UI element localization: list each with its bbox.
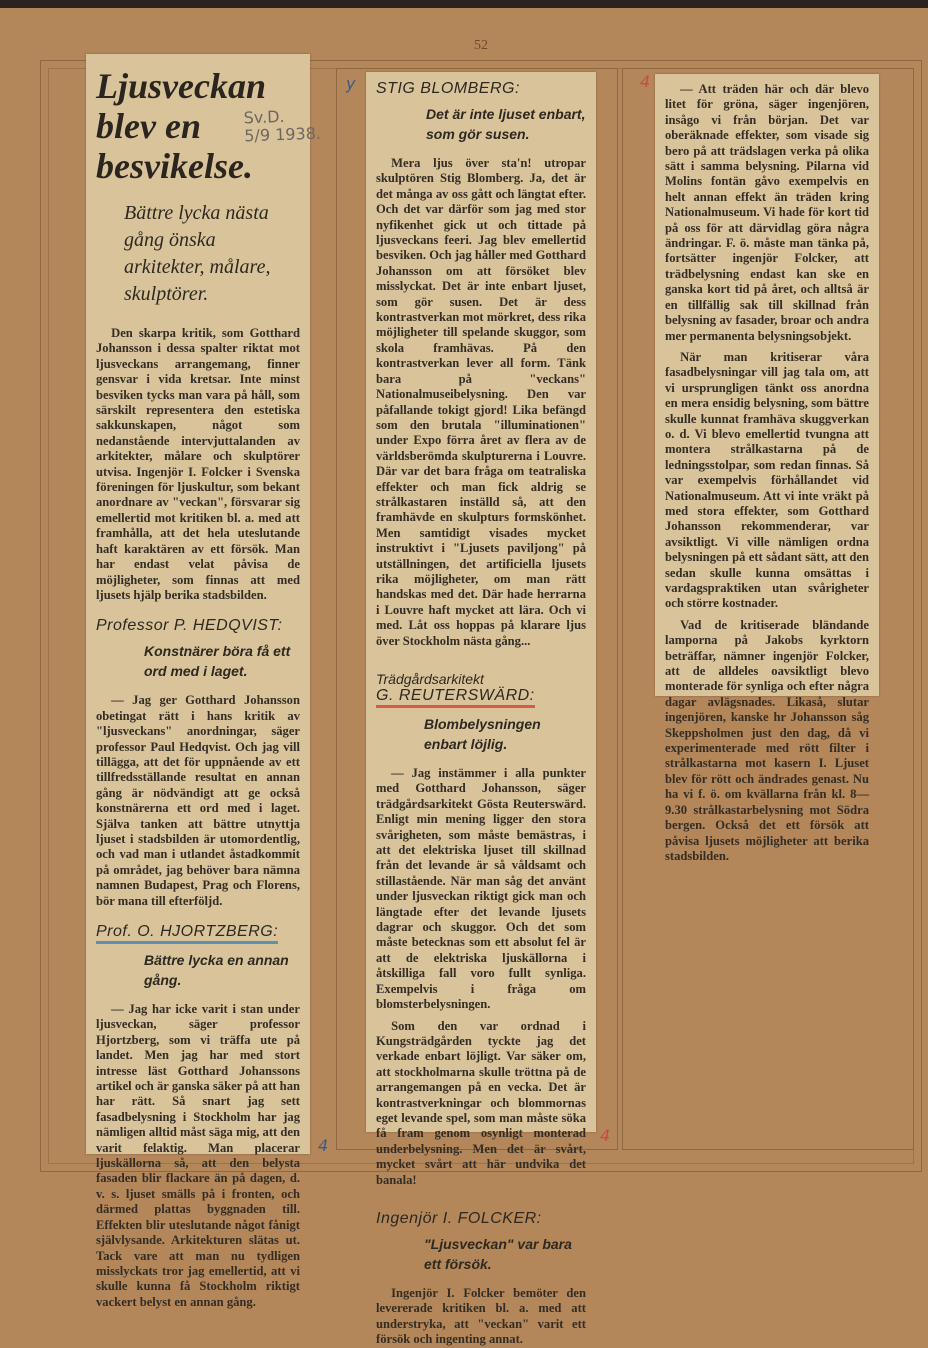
headline-line: blev en [96,106,201,146]
section-body: Mera ljus över sta'n! utropar skulptören Stig Blomberg. Ja, det är det många av oss gått och längtat efter. Och det var därför som jag med stor nyfikenhet gick ut och tittade på ljusveckans feeri. Jag blev emellertid besviken. Och jag håller med Gotthard Johansson om att försöket blev misslyckat. Det är inte enbart ljuset, som gör susen. Det är dess kontrastverkan mot mörkret, dess rika möjligheter till spelande skuggor, som skola framhävas. På den kontrastverkan lever all form. Tänk bara på "veckans" Nationalmuseibelysning. Den var påfallande tokigt gjord! Lika befängd som den brutala "illuminationen" under Expo förra året av flera av de världsberömda skulpturerna i Louvre. Där var det bara fråga om teatraliska effekter och man fick aldrig se strålkastaren inställd så, att den framhävde en skulpturs formskönhet. Men samtidigt visades mycket instruktivt i "Ljusets paviljong" på utställningen, det artificiella ljusets rika möjligheter, om man rätt handskas med det. Där hade herrarna i Louvre haft mycket att lära. Och vi med. Låt oss hoppas på klarare ljus över Stockholm nästa gång... [376,156,586,648]
section-body: — Jag instämmer i alla punkter med Gotthard Johansson, säger trädgårdsarkitekt Gösta Reuterswärd. Enligt min mening ligger den stora svårigheten, som måste bemästras, i att det elektriska ljuset till skillnad från det levande är så våldsamt och stillastående. När man såg det använt under ljusveckan riktigt gick man och längtade efter det levande ljusets dagrar och skuggor. Och det som måste betecknas som ett absolut fel är att de elektriska ljuskällorna i åtskilliga fall voro fullt synliga. Exempelvis i fråga om blomsterbelysningen. [376,766,586,1012]
section-dek: "Ljusveckan" var bara ett försök. [424,1235,572,1272]
clipping-right [655,74,879,863]
section-name: Professor P. HEDQVIST: [96,617,283,635]
red-pencil-mark: 4 [600,1126,611,1145]
section-body: — Jag har icke varit i stan under ljusveckan, säger professor Hjortzberg, som vi träffa ute på landet. Men jag har med stort intresse läst Gotthard Johanssons artikel och är ganska säker på att han har rätt. Så snart jag sett fasadbelysning i Stockholm har jag nämligen alltid måst säga mig, att den varit felaktig. Man placerar ljuskällorna så, att den belysta fasaden blir flackare än på dagen, d. v. s. ljuset smälls på i fronten, och därmed plattas byggnaden till. Effekten blir uteslutande något fånigt självlysande. Arkitekturen slätas ut. Tack vare att man nu tydligen misslyckats tror jag emellertid, att vi skulle kunna få Stockholm riktigt vackert belyst en annan gång. [96,1002,300,1309]
blue-pencil-mark: 4 [318,1136,329,1155]
section-name: STIG BLOMBERG: [376,80,520,97]
red-pencil-mark: 4 [640,72,651,91]
clipping-middle [366,72,596,1347]
section-body: När man kritiserar våra fasadbelysningar vill jag tala om, att vi ursprungligen tänkt oss anordna en mera ensidig belysning, som bättre skulle kunnat framhäva skuggverkan o. d. Vi blevo emellertid tvungna att montera strålkastarna på de ledningsstolpar, som redan finnas. Så var exempelvis förhållandet vid Nationalmuseum. Att vi inte vräkt på med stora effekter, som Gotthard Johansson rekommenderar, var avsiktligt. Vi ville nämligen ordna belysningen på ett sådant sätt, att den sedan skulle kunna omsättas i vardagspraktiken utan svårigheter och större kostnader. [665,349,869,611]
page-number: 52 [474,38,488,53]
annotation-date: 5/9 1938. [243,123,322,146]
clipping-left [86,54,310,1309]
section-dek: Det är inte ljuset enbart, som gör susen. [426,106,586,142]
headline-line: besvikelse. [96,146,253,186]
section-dek: Konstnärer böra få ett ord med i laget. [144,643,291,680]
intro-paragraph: Den skarpa kritik, som Gotthard Johansson i dessa spalter riktat mot ljusveckans arrangemang, finner gensvar i vida kretsar. Inte minst besviken tycks man vara på håll, som särskilt representera den estetiska sakkunskapen, något som nedanstående intervjuttalanden av arkitekter, målare och skulptörer utvisa. Ingenjör I. Folcker i Svenska föreningen för ljuskultur, som bekant anordnare av "veckan", försvarar sig emellertid mot kritiken bl. a. med att framhålla, att det hela uteslutande haft karaktären av ett försök. Man har endast velat påvisa de möjligheter, som finnas att med ljusets hjälp berika stadsbilden. [96,326,300,602]
section-body: Som den var ordnad i Kungsträdgården tyckte jag det verkade enbart löjligt. Var säker om, att stockholmarna skulle tröttna på de arrangemangen på en vecka. Det är kontrastverkningar och blommornas eget levande spel, som man måste söka få fram genom osynligt monterad underbelysning. Men det är svårt, mycket svårt att här undvika det banala! [376,1018,586,1187]
section-dek: Bättre lycka en annan gång. [144,952,289,988]
section-name: G. REUTERSWÄRD: [376,687,535,708]
scan-edge [0,0,928,8]
section-dek: Blombelysningen enbart löjlig. [424,716,541,752]
section-name: Prof. O. HJORTZBERG: [96,923,278,944]
section-name: Ingenjör I. FOLCKER: [376,1209,542,1227]
headline-line: Ljusveckan [96,66,266,106]
annotation-source: Sv.D. [243,106,285,128]
blue-pencil-mark: y [346,74,356,93]
subheadline: Bättre lycka nästa gång önska arkitekter, målare, skulptörer. [124,202,271,305]
section-body: — Att träden här och där blevo litet för gröna, säger ingenjören, insågo vi från början. Det var oberäknade effekter, som visade sig bero på att trädslagen verka på olika sätt i samma belysning. Pilarna vid Molins fontän gåvo exempelvis en helt annan effekt än träden kring Nationalmuseum. Vi hade för kort tid på oss för att därvidlag göra några ändringar. F. ö. måste man tänka på, fortsätter ingenjör Folcker, att trädbelysning endast kan ske en ganska kort tid på året, och alltså är en tillfällig sak till skillnad från belysning av fasader, broar och andra mer permanenta belysningsobjekt. [665,82,869,343]
section-kicker: Trädgårdsarkitekt [376,671,484,687]
section-body: — Jag ger Gotthard Johansson obetingat rätt i hans kritik av "ljusveckans" anordningar, säger professor Paul Hedqvist. Och jag vill tillägga, att det för uppnående av ett tillfredsställande resultat en annan gång är nödvändigt att ge också konstnärerna ett ord med i laget. Själva tanken att bättre utnyttja ljuset i stadsbilden är utomordentlig, och vad man i utlandet åstadkommit på området, jag behöver bara nämna namnen Budapest, Prag och Florens, bör mana till efterföljd. [96,693,300,908]
section-body: Vad de kritiserade bländande lamporna på Jakobs kyrktorn beträffar, nämner ingenjör Folcker, att de alldeles oavsiktligt blevo monterade för synliga och efter några dagar avlägsnades. Likaså, slutar ingenjören, kanske hr Johansson såg Skeppsholmen just den dag, då vi experimenterade med rött filter i strålkastarna mot kasern I. Ljuset blev för rött och ändrades genast. Nu ha vi f. ö. om kvällarna från kl. 8—9.30 strålkastarbelysning mot Södra bergen. Också det ett försök att påvisa ljusets möjligheter att berika stadsbilden. [665,617,869,863]
section-body: Ingenjör I. Folcker bemöter den levererade kritiken bl. a. med att understryka, att "veckan" varit ett försök och ingenting annat. [376,1285,586,1347]
handwritten-annotation [243,107,321,146]
